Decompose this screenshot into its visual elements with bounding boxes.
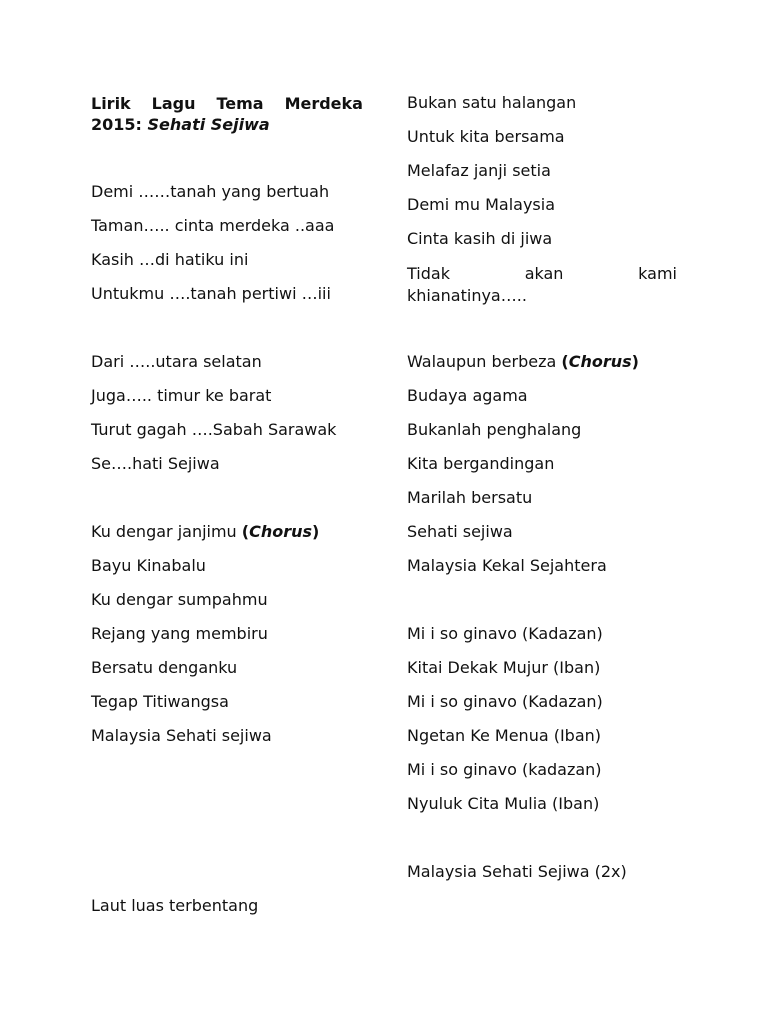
lyric-line: Tegap Titiwangsa <box>91 692 229 711</box>
lyric-line: Marilah bersatu <box>407 488 533 507</box>
lyric-line: Kasih …di hatiku ini <box>91 250 249 269</box>
lyric-text: khianatinya….. <box>407 286 527 305</box>
lyric-line: Demi mu Malaysia <box>407 195 556 214</box>
lyric-word: Tidak <box>407 264 450 283</box>
lyric-line: Rejang yang membiru <box>91 624 268 643</box>
lyric-line: Sehati sejiwa <box>407 522 513 541</box>
lyric-line: Budaya agama <box>407 386 528 405</box>
lyric-line: Mi i so ginavo (Kadazan) <box>407 624 603 643</box>
lyric-line: Dari …..utara selatan <box>91 352 262 371</box>
lyric-line: Juga….. timur ke barat <box>91 386 272 405</box>
lyric-line: Se….hati Sejiwa <box>91 454 220 473</box>
lyric-line: Mi i so ginavo (Kadazan) <box>407 692 603 711</box>
lyric-word: kami <box>638 264 677 283</box>
lyric-line: Turut gagah ….Sabah Sarawak <box>91 420 337 439</box>
lyric-line: Melafaz janji setia <box>407 161 551 180</box>
lyric-line: Ku dengar sumpahmu <box>91 590 268 609</box>
lyric-line: Malaysia Sehati sejiwa <box>91 726 272 745</box>
document-title <box>91 93 363 135</box>
lyric-line: Kita bergandingan <box>407 454 555 473</box>
title-word: Lagu <box>151 94 196 113</box>
lyric-text: Walaupun berbeza <box>407 352 557 371</box>
lyric-line: Demi ……tanah yang bertuah <box>91 182 330 201</box>
title-word: Tema <box>216 94 264 113</box>
title-word: Lirik <box>91 94 131 113</box>
lyric-word: akan <box>524 264 564 283</box>
lyric-line: Bukan satu halangan <box>407 93 577 112</box>
lyric-line: Untuk kita bersama <box>407 127 565 146</box>
chorus-tag: Chorus <box>249 522 313 541</box>
title-year: 2015: <box>91 115 142 134</box>
lyric-line: Laut luas terbentang <box>91 896 259 915</box>
lyric-line-justified <box>407 263 677 307</box>
lyric-line: Bersatu denganku <box>91 658 238 677</box>
chorus-tag: Chorus <box>568 352 632 371</box>
song-title: Sehati Sejiwa <box>147 115 270 134</box>
lyric-line: Nyuluk Cita Mulia (Iban) <box>407 794 600 813</box>
lyric-line: Mi i so ginavo (kadazan) <box>407 760 602 779</box>
lyric-line: Bukanlah penghalang <box>407 420 582 439</box>
lyric-line: Kitai Dekak Mujur (Iban) <box>407 658 601 677</box>
lyric-line-chorus: Ku dengar janjimu (Chorus) <box>91 522 320 541</box>
lyric-line: Ngetan Ke Menua (Iban) <box>407 726 602 745</box>
lyric-line: Malaysia Sehati Sejiwa (2x) <box>407 862 627 881</box>
title-word: Merdeka <box>284 94 363 113</box>
lyric-line: Cinta kasih di jiwa <box>407 229 553 248</box>
lyric-text: Ku dengar janjimu <box>91 522 237 541</box>
lyric-line: Taman….. cinta merdeka ..aaa <box>91 216 335 235</box>
lyric-line: Malaysia Kekal Sejahtera <box>407 556 607 575</box>
lyric-line: Untukmu ….tanah pertiwi …iii <box>91 284 331 303</box>
lyric-line-chorus: Walaupun berbeza (Chorus) <box>407 352 639 371</box>
lyric-line: Bayu Kinabalu <box>91 556 206 575</box>
